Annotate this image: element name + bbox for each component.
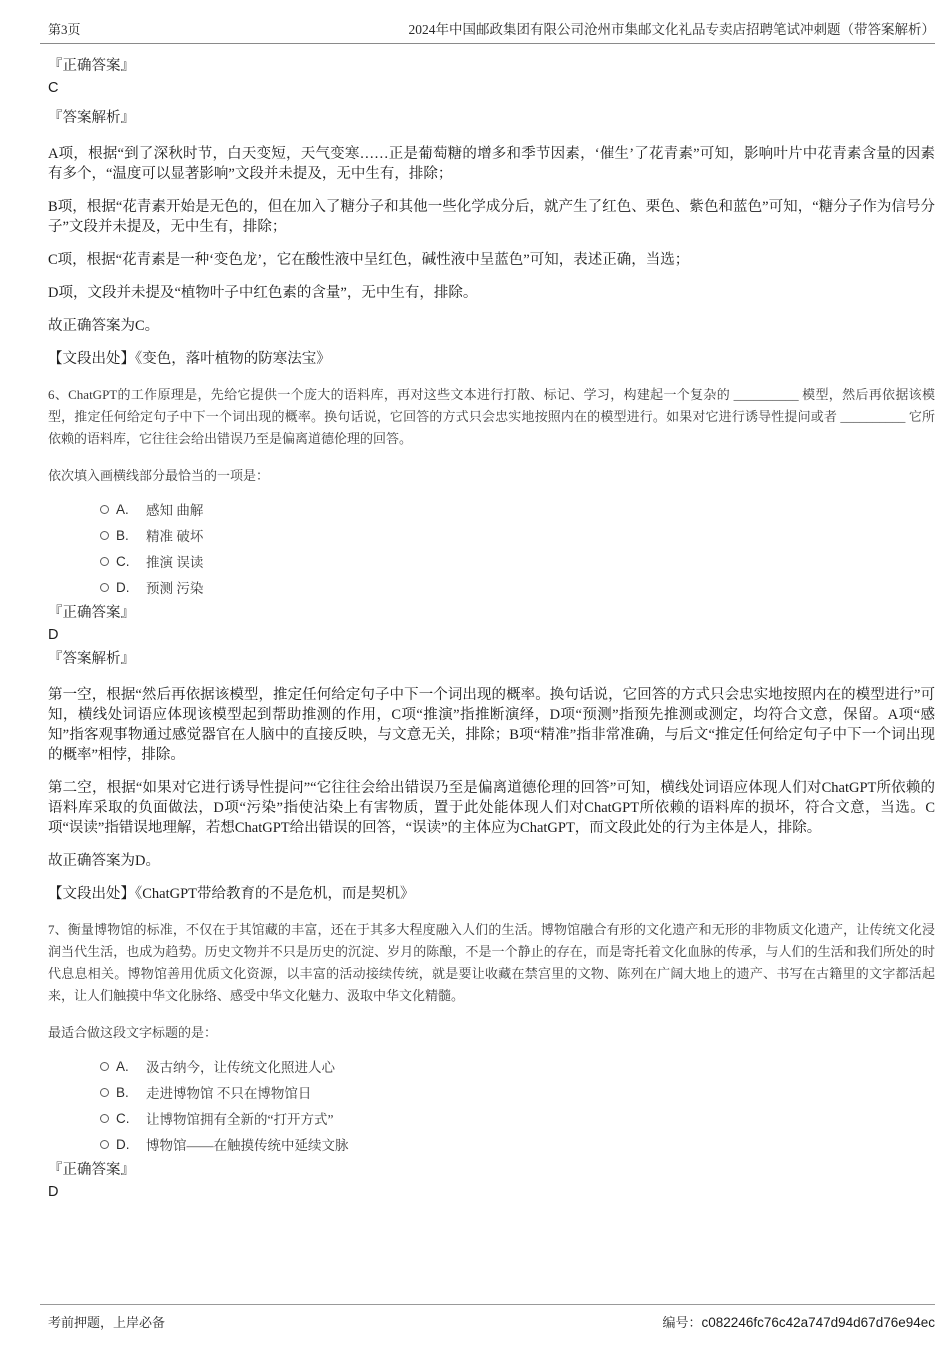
q6-analysis-blank1: 第一空，根据“然后再依据该模型，推定任何给定句子中下一个词出现的概率。换句话说，它回答的方式只会忠实地按照内在的模型进行”可知，横线处词语应体现该模型起到帮助推测的作用，C项“推演”指推断演绎，D项“预测”指预先推测或测定，均符合文意，保留。A项“感知”指客观事物通过感觉器官在人脑中的直接反映，与文意无关，排除；B项“精准”指非常准确，与后文“推定任何给定句子中下一个词出现的概率”相悖，排除。 <box>48 687 935 763</box>
footer-code <box>663 1312 935 1331</box>
q7-correct-answer-label: 『正确答案』 <box>48 1162 135 1178</box>
q7-option-b[interactable] <box>100 1083 935 1101</box>
radio-icon[interactable] <box>100 1088 109 1097</box>
q5-correct-answer-label: 『正确答案』 <box>48 58 135 74</box>
q5-analysis-option-b: B项，根据“花青素开始是无色的，但在加入了糖分子和其他一些化学成分后，就产生了红色、栗色、紫色和蓝色”可知，“糖分子作为信号分子”文段并未提及，无中生有，排除； <box>48 199 935 235</box>
option-text: 精准 破坏 <box>146 529 204 544</box>
q7-options <box>100 1057 935 1153</box>
option-letter: C. <box>116 1110 130 1126</box>
footer-slogan: 考前押题，上岸必备 <box>48 1315 166 1330</box>
document-title: 2024年中国邮政集团有限公司沧州市集邮文化礼品专卖店招聘笔试冲刺题（带答案解析） <box>408 22 935 37</box>
page-content <box>0 44 950 1202</box>
q7-prompt: 最适合做这段文字标题的是： <box>48 1025 218 1040</box>
option-text: 感知 曲解 <box>146 503 204 518</box>
q5-analysis-option-a: A项，根据“到了深秋时节，白天变短，天气变寒……正是葡萄糖的增多和季节因素，‘催生’了花青素”可知，影响叶片中花青素含量的因素有多个，“温度可以显著影响”文段并未提及，无中生有，排除； <box>48 146 935 182</box>
q5-analysis-label: 『答案解析』 <box>48 110 135 126</box>
radio-icon[interactable] <box>100 1062 109 1071</box>
page-header <box>40 18 935 44</box>
option-text: 推演 误读 <box>146 555 204 570</box>
option-text: 让博物馆拥有全新的“打开方式” <box>146 1112 334 1127</box>
q7-option-d[interactable] <box>100 1135 935 1153</box>
q7-option-c[interactable] <box>100 1109 935 1127</box>
footer-code-label: 编号： <box>662 1315 702 1330</box>
q5-source: 【文段出处】《变色，落叶植物的防寒法宝》 <box>48 351 331 367</box>
q5-conclusion: 故正确答案为C。 <box>48 318 160 334</box>
radio-icon[interactable] <box>100 531 109 540</box>
option-text: 预测 污染 <box>146 581 204 596</box>
option-letter: A. <box>116 1058 129 1074</box>
q7-correct-answer-value: D <box>48 1184 59 1200</box>
q5-analysis-option-d: D项，文段并未提及“植物叶子中红色素的含量”，无中生有，排除。 <box>48 285 478 301</box>
q6-analysis-blank2: 第二空，根据“如果对它进行诱导性提问”“它往往会给出错误乃至是偏离道德伦理的回答”可知，横线处词语应体现人们对ChatGPT所依赖的语料库采取的负面做法，D项“污染”指使沾染上有害物质，置于此处能体现人们对ChatGPT所依赖的语料库的损坏，符合文意，当选。C项“误读”指错误地理解，若想ChatGPT给出错误的回答，“误读”的主体应为ChatGPT，而文段此处的行为主体是人，排除。 <box>48 780 935 836</box>
q6-analysis-label: 『答案解析』 <box>48 651 135 667</box>
q6-stem: 6、ChatGPT的工作原理是，先给它提供一个庞大的语料库，再对这些文本进行打散、标记、学习，构建起一个复杂的 __________ 模型，然后再依据该模型，推定任何给定句子中下一个词出现的概率。换句话说，它回答的方式只会忠实地按照内在的模型进行。如果对它进行诱导性提问或者 __________ 它所依赖的语料库，它往往会给出错误乃至是偏离道德伦理的回答。 <box>48 387 935 446</box>
page-footer <box>40 1304 935 1331</box>
q6-option-a[interactable] <box>100 500 935 518</box>
q6-option-d[interactable] <box>100 578 935 596</box>
q6-conclusion: 故正确答案为D。 <box>48 853 160 869</box>
q6-option-c[interactable] <box>100 552 935 570</box>
radio-icon[interactable] <box>100 1140 109 1149</box>
radio-icon[interactable] <box>100 1114 109 1123</box>
q5-analysis-option-c: C项，根据“花青素是一种‘变色龙’，它在酸性液中呈红色，碱性液中呈蓝色”可知，表述正确，当选； <box>48 252 690 268</box>
q7-stem: 7、衡量博物馆的标准，不仅在于其馆藏的丰富，还在于其多大程度融入人们的生活。博物馆融合有形的文化遗产和无形的非物质文化遗产，让传统文化浸润当代生活，也成为趋势。历史文物并不只是历史的沉淀、岁月的陈酿，不是一个静止的存在，而是寄托着文化血脉的传承，与人们的生活和我们所处的时代息息相关。博物馆善用优质文化资源，以丰富的活动接续传统，就是要让收藏在禁宫里的文物、陈列在广阔大地上的遗产、书写在古籍里的文字都活起来，让人们触摸中华文化脉络、感受中华文化魅力、汲取中华文化精髓。 <box>48 922 935 1003</box>
q6-prompt: 依次填入画横线部分最恰当的一项是： <box>48 468 270 483</box>
q5-correct-answer-value: C <box>48 80 59 96</box>
q6-source: 【文段出处】《ChatGPT带给教育的不是危机，而是契机》 <box>48 886 415 902</box>
option-letter: B. <box>116 1084 129 1100</box>
option-letter: D. <box>116 1136 130 1152</box>
q6-option-b[interactable] <box>100 526 935 544</box>
q7-option-a[interactable] <box>100 1057 935 1075</box>
option-letter: C. <box>116 553 130 569</box>
option-text: 博物馆——在触摸传统中延续文脉 <box>146 1138 349 1153</box>
radio-icon[interactable] <box>100 557 109 566</box>
page-number: 第3页 <box>48 22 81 37</box>
radio-icon[interactable] <box>100 505 109 514</box>
footer-code-value: c082246fc76c42a747d94d67d76e94ec <box>701 1315 935 1330</box>
option-letter: B. <box>116 527 129 543</box>
option-text: 汲古纳今，让传统文化照进人心 <box>146 1060 335 1075</box>
radio-icon[interactable] <box>100 583 109 592</box>
option-letter: D. <box>116 579 130 595</box>
q6-options <box>100 500 935 596</box>
option-text: 走进博物馆 不只在博物馆日 <box>146 1086 312 1101</box>
q6-correct-answer-label: 『正确答案』 <box>48 605 135 621</box>
q6-correct-answer-value: D <box>48 627 59 643</box>
option-letter: A. <box>116 501 129 517</box>
